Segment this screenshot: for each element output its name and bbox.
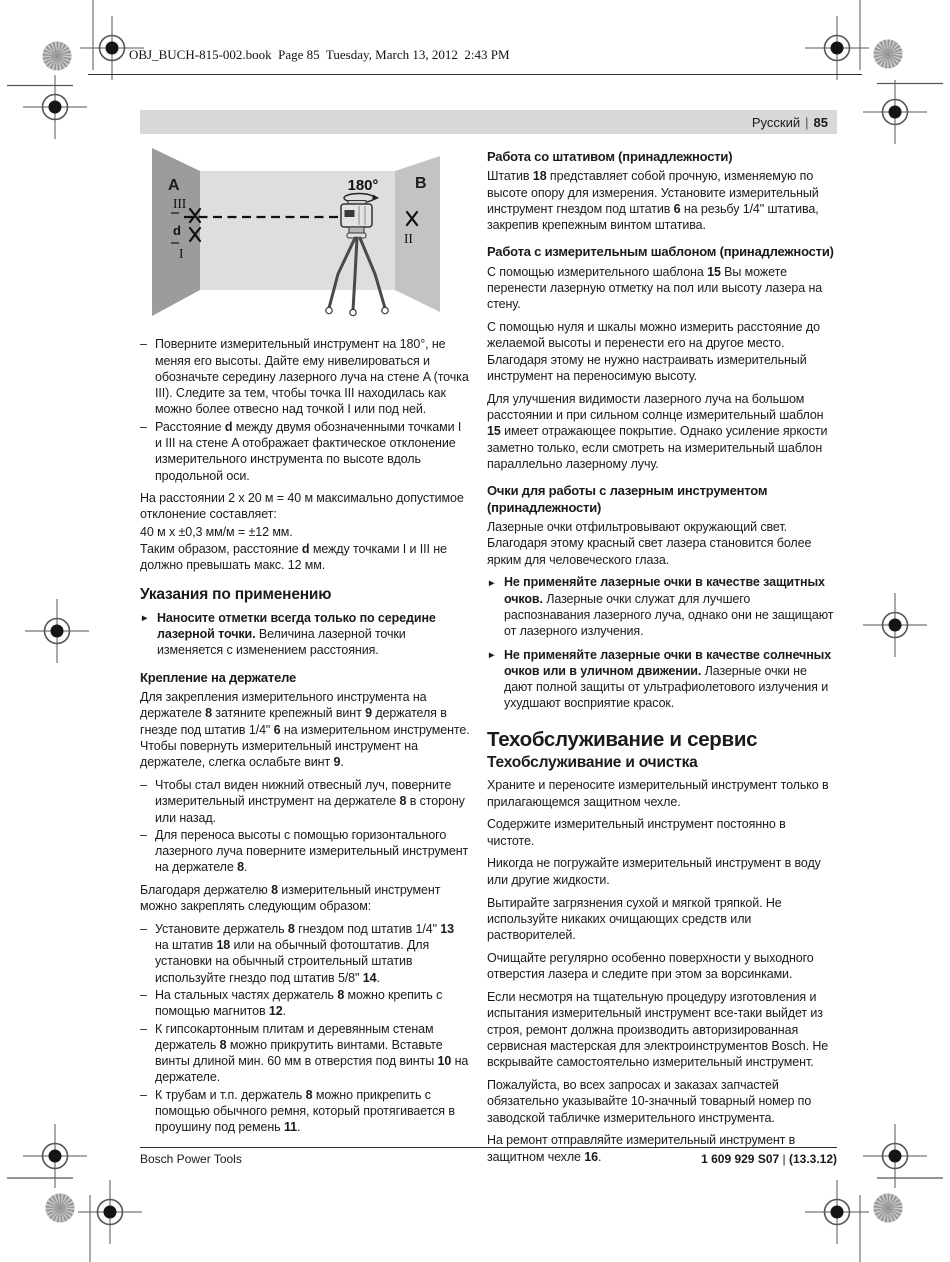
paragraph: Для закрепления измерительного инструмента на держателе 8 затяните крепежный винт 9 держателя в гнезде под штатив 1/4" 6 на измерительном инструменте. Чтобы повернуть измерительный инструмент на держателе, слегка ослабьте винт 9. [140, 689, 470, 770]
point-ii-label: II [404, 231, 413, 246]
wall-b-label: B [415, 175, 427, 192]
paragraph: Пожалуйста, во всех запросах и заказах запчастей обязательно указывайте 10-значный товарный номер по заводской табличке измерительного инструмента. [487, 1078, 812, 1125]
registration-mark-icon [805, 1180, 869, 1244]
dash-bullet: – [140, 777, 147, 792]
registration-mark-icon [805, 16, 869, 80]
page-footer [140, 1152, 837, 1166]
registration-mark-icon [23, 75, 87, 139]
list-item [140, 777, 471, 826]
paragraph: Если несмотря на тщательную процедуру изготовления и испытания измерительный инструмент все-таки выйдет из строя, ремонт должна производить авторизированная сервисная мастерская для электроинструментов Bosch. Не вскрывайте самостоятельно измерительный инструмент. [487, 990, 829, 1070]
pinwheel-mark-icon [874, 40, 903, 69]
paragraph: На расстоянии 2 x 20 м = 40 м максимально допустимое отклонение составляет: [140, 490, 464, 522]
chapter-heading-maintenance-service: Техобслуживание и сервис [487, 727, 758, 751]
paragraph: Никогда не погружайте измерительный инструмент в воду или другие жидкости. [487, 856, 821, 887]
list-item-text: К гипсокартонным плитам и деревянным стенам держатель 8 можно прикрутить винтами. Вставьте винты длиной мин. 60 мм в отверстия под винты 10 на держателе. [155, 1021, 469, 1085]
procedure-list [140, 921, 471, 1136]
warning-item [487, 647, 836, 712]
warning-text: Не применяйте лазерные очки в качестве солнечных очков или в уличном движении. Лазерные очки не дают полной защиты от ультрафиолетового излучения и ухудшают восприятие красок. [504, 647, 832, 711]
list-item [140, 987, 471, 1020]
paragraph: Благодаря держателю 8 измерительный инструмент можно закреплять следующим образом: [140, 882, 441, 913]
paragraph: Очищайте регулярно особенно поверхности у выходного отверстия лазера и следите при этом за ворсинками. [487, 950, 814, 982]
list-item [140, 827, 471, 876]
paragraph: Для улучшения видимости лазерного луча на большом расстоянии и при сильном солнце измерительный шаблон 15 имеет отражающее покрытие. Однако усиление яркости заметно только, если смотреть на измерительный шаблон параллельно лазерному лучу. [487, 391, 828, 472]
warning-text: Наносите отметки всегда только по середине лазерной точки. Величина лазерной точки изменяется с изменением расстояния. [157, 610, 436, 658]
list-item [140, 921, 471, 986]
distance-d-label: d [173, 223, 181, 238]
registration-mark-icon [78, 1180, 142, 1244]
arrow-bullet-icon: ► [487, 577, 497, 589]
dash-bullet: – [140, 337, 147, 352]
subsection-heading-measuring-template: Работа с измерительным шаблоном (принадлежности) [487, 244, 834, 260]
paragraph: Лазерные очки отфильтровывают окружающий свет. Благодаря этому красный свет лазера становится более ярким для человеческого глаза. [487, 519, 812, 567]
footer-document-code: 1 609 929 S07 | (13.3.12) [701, 1152, 837, 1166]
tripod-foot [382, 307, 388, 313]
list-item-text: Расстояние d между двумя обозначенными точками I и III на стене A отображает фактическое отклонение измерительного инструмента по высоте вдоль продольной оси. [155, 419, 462, 483]
paragraph: Штатив 18 представляет собой прочную, изменяемую по высоте опору для измерения. Установите измерительный инструмент гнездом под штатив 6 на резьбу 1/4" штатива, закрепив крепежным винтом штатива. [487, 169, 819, 233]
pinwheel-mark-icon [46, 1194, 75, 1223]
language-label: Русский [751, 114, 801, 130]
paragraph: Содержите измерительный инструмент постоянно в чистоте. [487, 817, 786, 848]
registration-mark-icon [863, 80, 927, 144]
tripod-foot [350, 309, 356, 315]
arrow-bullet-icon: ► [140, 613, 150, 625]
list-item [140, 419, 471, 484]
list-item-text: На стальных частях держатель 8 можно крепить с помощью магнитов 12. [155, 987, 443, 1019]
dash-bullet: – [140, 987, 147, 1002]
paragraph: С помощью нуля и шкалы можно измерить расстояние до желаемой высоты и перенести его на другое место. Благодаря этому не нужно настраивать измерительный инструмент на переносимую высоту. [487, 320, 820, 384]
wall-a-label: A [168, 177, 180, 194]
subsection-heading-laser-glasses: Очки для работы с лазерным инструментом (принадлежности) [487, 483, 768, 515]
procedure-list [140, 336, 471, 484]
rotation-angle-label: 180° [347, 177, 379, 194]
section-heading-usage-notes: Указания по применению [140, 586, 332, 604]
list-item [140, 336, 471, 417]
section-heading-maintenance-cleaning: Техобслуживание и очистка [487, 754, 698, 771]
pinwheel-mark-icon [43, 42, 72, 71]
left-column [140, 144, 471, 1142]
dash-bullet: – [140, 419, 147, 434]
paragraph: Храните и переносите измерительный инструмент только в прилагающемся защитном чехле. [487, 778, 829, 809]
list-item-text: Для переноса высоты с помощью горизонтального лазерного луча поверните измерительный инструмент на держателе 8. [155, 827, 469, 875]
header-rule [88, 74, 862, 75]
dash-bullet: – [140, 1087, 147, 1102]
paragraph: Вытирайте загрязнения сухой и мягкой тряпкой. Не используйте никаких очищающих средств или растворителей. [487, 895, 782, 943]
paragraph: С помощью измерительного шаблона 15 Вы можете перенести лазерную отметку на пол или высоту лазера на стену. [487, 264, 823, 312]
list-item-text: Поверните измерительный инструмент на 180°, не меняя его высоты. Дайте ему нивелироваться и обозначьте середину лазерного луча на стене A (точка III). Следите за тем, чтобы точка III находилась как можно более отвесно над точкой I или под ней. [155, 337, 469, 417]
paragraph: 40 м x ±0,3 мм/м = ±12 мм. [140, 524, 293, 539]
warning-item [487, 574, 836, 639]
dash-bullet: – [140, 921, 147, 936]
page-number: 85 [813, 114, 828, 130]
list-item-text: Установите держатель 8 гнездом под штатив 1/4" 13 на штатив 18 или на обычный фотоштатив. Для установки на обычный строительный штатив используйте гнездо под штатив 5/8" 14. [155, 921, 454, 985]
registration-mark-icon [863, 593, 927, 657]
list-item [140, 1021, 471, 1086]
point-iii-label: III [173, 196, 187, 211]
tripod-foot [326, 307, 332, 313]
procedure-list [140, 777, 471, 876]
footer-brand: Bosch Power Tools [140, 1152, 242, 1166]
print-job-header: OBJ_BUCH-815-002.book Page 85 Tuesday, March 13, 2012 2:43 PM [129, 47, 510, 62]
dash-bullet: – [140, 1021, 147, 1036]
subsection-heading-tripod: Работа со штативом (принадлежности) [487, 149, 733, 164]
paragraph: На ремонт отправляйте измерительный инструмент в защитном чехле 16. [487, 1133, 796, 1164]
list-item [140, 1087, 471, 1136]
subsection-heading-holder-mount: Крепление на держателе [140, 669, 297, 685]
language-page-bar [140, 110, 837, 134]
registration-mark-icon [25, 599, 89, 663]
list-item-text: К трубам и т.п. держатель 8 можно прикрепить с помощью обычного ремня, который протягивается в проушину под ремень 11. [155, 1087, 455, 1135]
point-i-label: I [179, 246, 184, 261]
dash-bullet: – [140, 827, 147, 842]
laser-level-calibration-figure [148, 146, 454, 318]
footer-rule [140, 1147, 837, 1148]
warning-item [140, 610, 471, 659]
paragraph: Таким образом, расстояние d между точками I и III не должно превышать макс. 12 мм. [140, 541, 447, 573]
right-column [487, 138, 836, 1172]
warning-text: Не применяйте лазерные очки в качестве защитных очков. Лазерные очки служат для лучшего распознавания лазерного луча, однако они не защищают от лазерного излучения. [504, 575, 834, 639]
list-item-text: Чтобы стал виден нижний отвесный луч, поверните измерительный инструмент на держателе 8 в сторону или назад. [155, 777, 465, 825]
separator: | [805, 114, 809, 130]
arrow-bullet-icon: ► [487, 650, 497, 662]
pinwheel-mark-icon [874, 1194, 903, 1223]
